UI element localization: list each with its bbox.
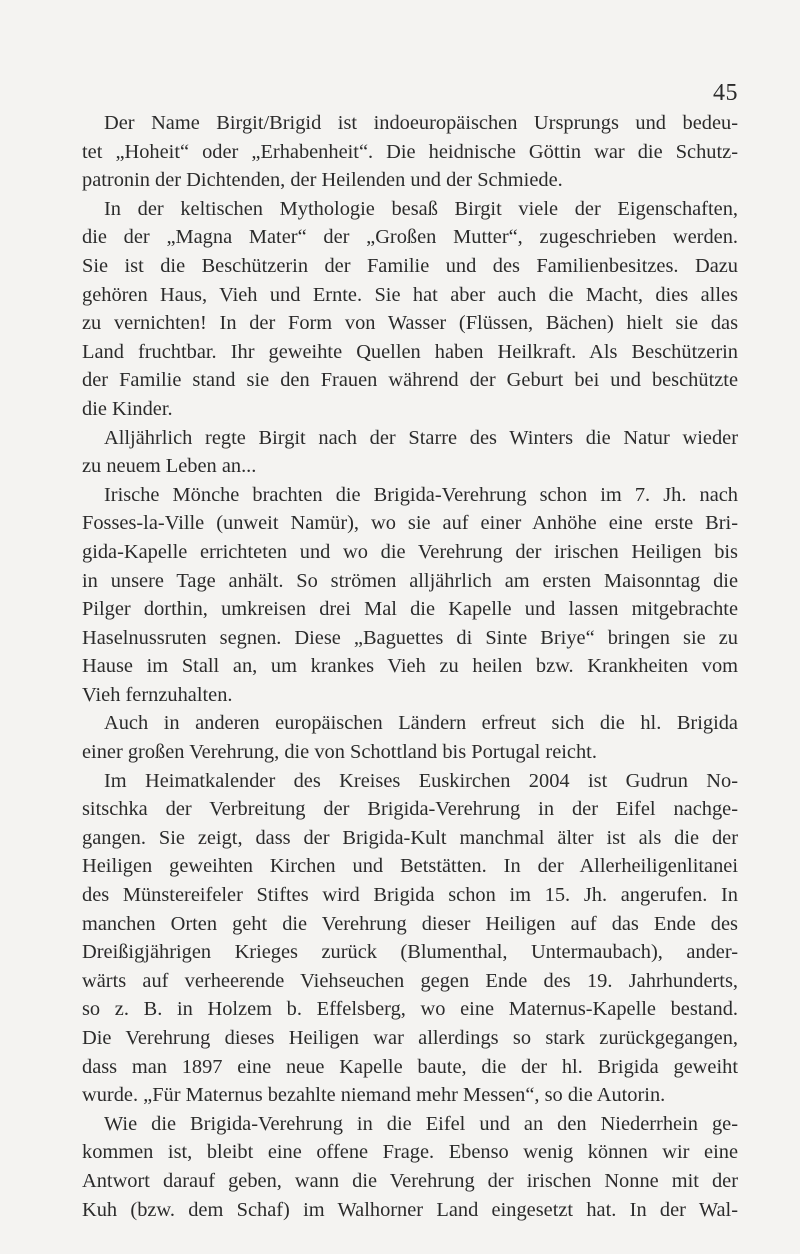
text-line: gangen. Sie zeigt, dass der Brigida-Kult manchmal älter ist als die der [82, 826, 738, 849]
text-line: zu neuem Leben an... [82, 455, 257, 478]
text-line: Vieh fernzuhalten. [82, 683, 233, 706]
text-line: Heiligen geweihten Kirchen und Betstätten. In der Allerheiligenlitanei [82, 855, 738, 878]
text-line: Die Verehrung dieses Heiligen war allerdings so stark zurückgegangen, [82, 1027, 738, 1049]
text-line: Kuh (bzw. dem Schaf) im Walhorner Land eingesetzt hat. In der Wal- [82, 1198, 738, 1221]
text-line: Irische Mönche brachten die Brigida-Verehrung schon im 7. Jh. nach [104, 483, 738, 506]
text-line: Fosses-la-Ville (unweit Namür), wo sie auf einer Anhöhe eine erste Bri- [82, 512, 738, 535]
paragraph [82, 195, 738, 424]
text-line: tet „Hoheit“ oder „Erhabenheit“. Die heidnische Göttin war die Schutz- [82, 140, 738, 163]
paragraph [82, 1110, 738, 1224]
text-line: Antwort darauf geben, wann die Verehrung der irischen Nonne mit der [82, 1169, 738, 1192]
text-line: Land fruchtbar. Ihr geweihte Quellen haben Heilkraft. Als Beschützerin [82, 340, 738, 363]
text-line: einer großen Verehrung, die von Schottland bis Portugal reicht. [82, 741, 597, 764]
paragraph [82, 767, 738, 1110]
text-line: wärts auf verheerende Viehseuchen gegen Ende des 19. Jahrhunderts, [82, 969, 738, 992]
text-line: zu vernichten! In der Form von Wasser (Flüssen, Bächen) hielt sie das [82, 312, 738, 335]
paragraph [82, 709, 738, 766]
text-line: In der keltischen Mythologie besaß Birgit viele der Eigenschaften, [104, 197, 738, 220]
text-line: manchen Orten geht die Verehrung dieser Heiligen auf das Ende des [82, 912, 738, 935]
text-line: gida-Kapelle errichteten und wo die Verehrung der irischen Heiligen bis [82, 540, 738, 563]
page-number: 45 [713, 80, 738, 106]
paragraph [82, 481, 738, 710]
text-line: Alljährlich regte Birgit nach der Starre des Winters die Natur wieder [104, 426, 738, 449]
text-line: Der Name Birgit/Brigid ist indoeuropäischen Ursprungs und bedeu- [104, 112, 738, 134]
text-line: gehören Haus, Vieh und Ernte. Sie hat aber auch die Macht, dies alles [82, 283, 738, 306]
text-line: die der „Magna Mater“ der „Großen Mutter“, zugeschrieben werden. [82, 226, 738, 249]
text-line: Pilger dorthin, umkreisen drei Mal die Kapelle und lassen mitgebrachte [82, 598, 738, 621]
text-line: Im Heimatkalender des Kreises Euskirchen 2004 ist Gudrun No- [104, 769, 738, 792]
text-line: in unsere Tage anhält. So strömen alljährlich am ersten Maisonntag die [82, 569, 738, 592]
paragraph [82, 424, 738, 481]
text-line: Wie die Brigida-Verehrung in die Eifel und an den Niederrhein ge- [104, 1112, 738, 1135]
text-line: so z. B. in Holzem b. Effelsberg, wo eine Maternus-Kapelle bestand. [82, 998, 738, 1021]
paragraph [82, 109, 738, 195]
text-line: Auch in anderen europäischen Ländern erfreut sich die hl. Brigida [104, 712, 738, 735]
text-line: sitschka der Verbreitung der Brigida-Verehrung in der Eifel nachge- [82, 798, 738, 821]
text-line: Haselnussruten segnen. Diese „Baguettes di Sinte Briye“ bringen sie zu [82, 626, 738, 649]
text-line: wurde. „Für Maternus bezahlte niemand mehr Messen“, so die Autorin. [82, 1084, 666, 1107]
text-line: kommen ist, bleibt eine offene Frage. Ebenso wenig können wir eine [82, 1141, 738, 1164]
text-line: die Kinder. [82, 397, 173, 420]
text-line: des Münstereifeler Stiftes wird Brigida schon im 15. Jh. angerufen. In [82, 884, 738, 907]
text-line: dass man 1897 eine neue Kapelle baute, die der hl. Brigida geweiht [82, 1055, 738, 1078]
text-line: Hause im Stall an, um krankes Vieh zu heilen bzw. Krankheiten vom [82, 655, 738, 678]
text-line: Sie ist die Beschützerin der Familie und des Familienbesitzes. Dazu [82, 254, 738, 277]
text-line: der Familie stand sie den Frauen während der Geburt bei und beschützte [82, 369, 738, 392]
body-text [82, 109, 738, 1224]
text-line: Dreißigjährigen Krieges zurück (Blumenthal, Untermaubach), ander- [82, 941, 738, 964]
text-line: patronin der Dichtenden, der Heilenden und der Schmiede. [82, 169, 563, 192]
